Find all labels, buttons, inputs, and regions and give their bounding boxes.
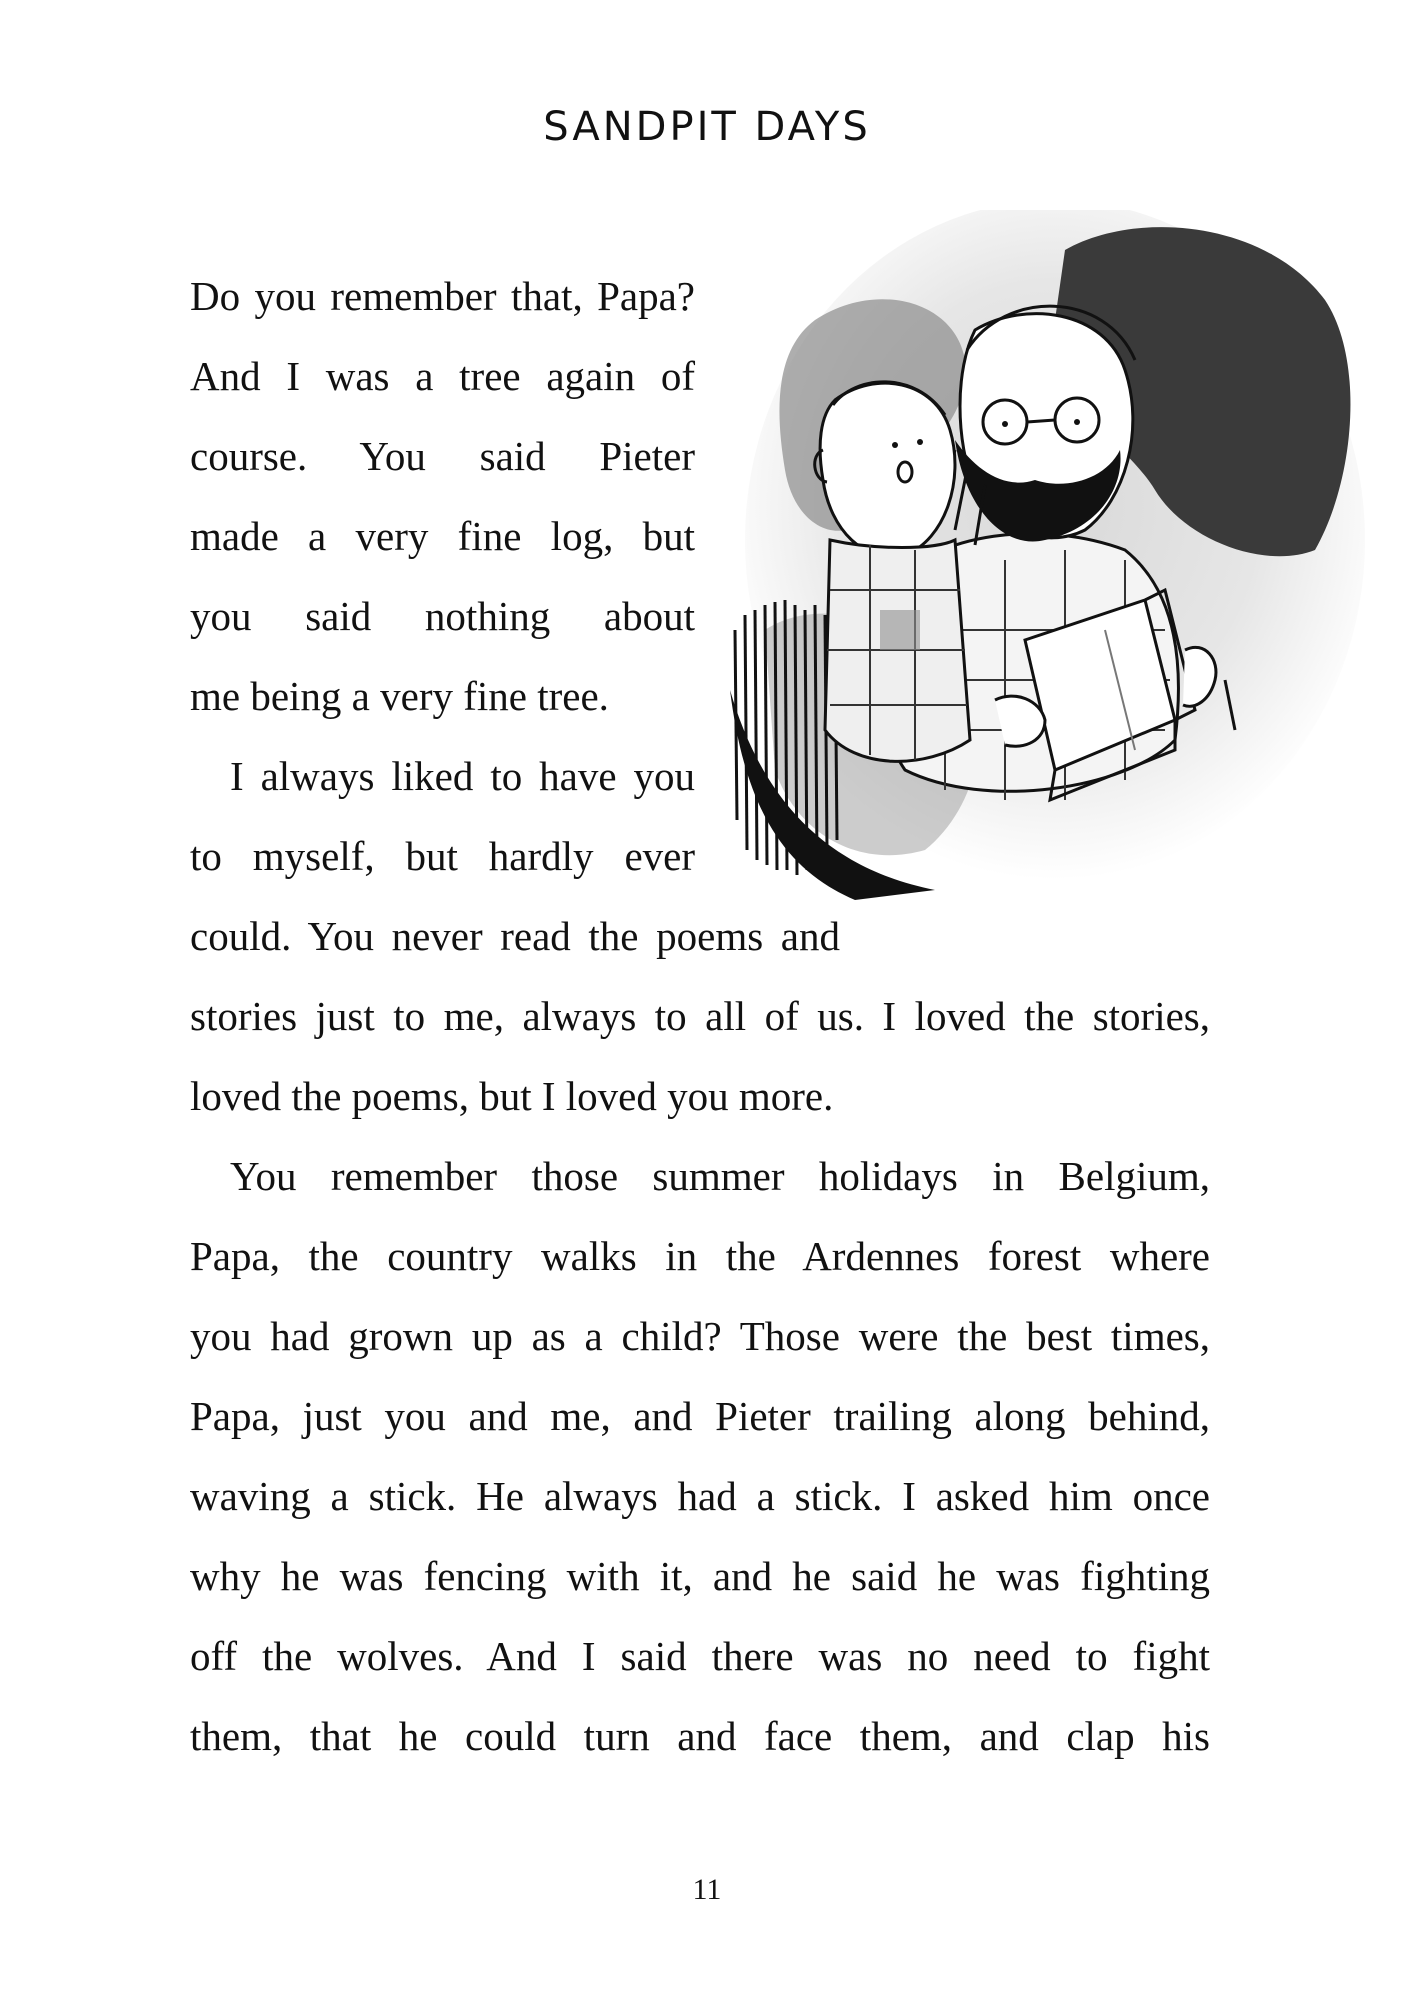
text-line-9: could. You never read the poems and bbox=[190, 913, 840, 959]
text-line-8: to myself, but hardly ever bbox=[190, 833, 695, 879]
text-line-17: why he was fencing with it, and he said he was fighting bbox=[190, 1553, 1210, 1599]
text-line-14: you had grown up as a child? Those were the best times, bbox=[190, 1313, 1210, 1359]
text-line-11: loved the poems, but I loved you more. bbox=[190, 1073, 834, 1119]
text-line-5: you said nothing about bbox=[190, 593, 695, 639]
text-line-6: me being a very fine tree. bbox=[190, 673, 609, 719]
text-line-16: waving a stick. He always had a stick. I asked him once bbox=[190, 1473, 1210, 1519]
chapter-title: SANDPIT DAYS bbox=[543, 104, 871, 150]
text-line-12: You remember those summer holidays in Belgium, bbox=[230, 1153, 1210, 1199]
text-line-1: Do you remember that, Papa? bbox=[190, 273, 695, 319]
text-line-18: off the wolves. And I said there was no need to fight bbox=[190, 1633, 1210, 1679]
text-line-15: Papa, just you and me, and Pieter trailing along behind, bbox=[190, 1393, 1210, 1439]
text-line-4: made a very fine log, but bbox=[190, 513, 695, 559]
text-line-10: stories just to me, always to all of us. I loved the stories, bbox=[190, 993, 1210, 1039]
text-line-19: them, that he could turn and face them, and clap his bbox=[190, 1713, 1210, 1759]
text-line-13: Papa, the country walks in the Ardennes forest where bbox=[190, 1233, 1210, 1279]
text-line-7: I always liked to have you bbox=[230, 753, 695, 799]
father-reading-illustration bbox=[705, 210, 1365, 930]
page-number: 11 bbox=[692, 1873, 722, 1906]
text-line-2: And I was a tree again of bbox=[190, 353, 695, 399]
text-line-3: course. You said Pieter bbox=[190, 433, 695, 479]
